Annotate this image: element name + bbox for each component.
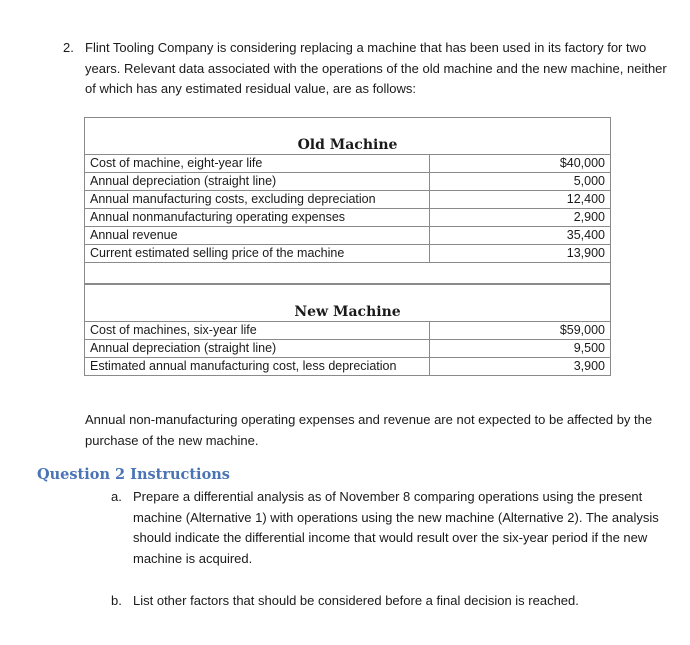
row-label: Cost of machine, eight-year life: [85, 155, 430, 173]
row-value: $40,000: [430, 155, 611, 173]
row-label: Annual manufacturing costs, excluding depreciation: [85, 191, 430, 209]
new-machine-title: New Machine: [85, 285, 611, 322]
row-label: Current estimated selling price of the machine: [85, 245, 430, 263]
instructions-heading: Question 2 Instructions: [37, 466, 230, 483]
row-label: Annual nonmanufacturing operating expenses: [85, 209, 430, 227]
row-label: Cost of machines, six-year life: [85, 322, 430, 340]
blank-cell: [85, 263, 611, 284]
row-value: 9,500: [430, 340, 611, 358]
row-value: 12,400: [430, 191, 611, 209]
old-machine-table: [84, 117, 611, 284]
problem-intro: Flint Tooling Company is considering replacing a machine that has been used in its factory for two years. Relevant data associated with the operations of the old machine and the new machine, neither of which has any estimated residual value, are as follows:: [85, 40, 667, 96]
table-row: [85, 173, 611, 191]
instruction-a-label: a.: [111, 489, 122, 504]
instruction-a-text: Prepare a differential analysis as of November 8 comparing operations using the present machine (Alternative 1) with operations using the new machine (Alternative 2). The analysis should indicate the differential income that would result over the six-year period if the new machine is acquired.: [133, 489, 659, 566]
row-label: Estimated annual manufacturing cost, less depreciation: [85, 358, 430, 376]
note-text: Annual non-manufacturing operating expenses and revenue are not expected to be affected by the purchase of the new machine.: [85, 412, 653, 448]
table-row: [85, 209, 611, 227]
row-value: 3,900: [430, 358, 611, 376]
old-machine-title: Old Machine: [85, 118, 611, 155]
row-value: 13,900: [430, 245, 611, 263]
table-row: [85, 358, 611, 376]
table-row: [85, 227, 611, 245]
row-label: Annual depreciation (straight line): [85, 173, 430, 191]
table-row: [85, 322, 611, 340]
problem-number: 2.: [63, 40, 74, 55]
table-row: [85, 191, 611, 209]
row-value: $59,000: [430, 322, 611, 340]
instruction-b-text: List other factors that should be considered before a final decision is reached.: [133, 593, 579, 608]
new-machine-table: [84, 284, 611, 376]
table-row: [85, 340, 611, 358]
row-label: Annual revenue: [85, 227, 430, 245]
table-row: [85, 155, 611, 173]
table-row: [85, 245, 611, 263]
instruction-b-label: b.: [111, 593, 122, 608]
row-value: 35,400: [430, 227, 611, 245]
row-value: 2,900: [430, 209, 611, 227]
blank-row: [85, 263, 611, 284]
row-value: 5,000: [430, 173, 611, 191]
row-label: Annual depreciation (straight line): [85, 340, 430, 358]
